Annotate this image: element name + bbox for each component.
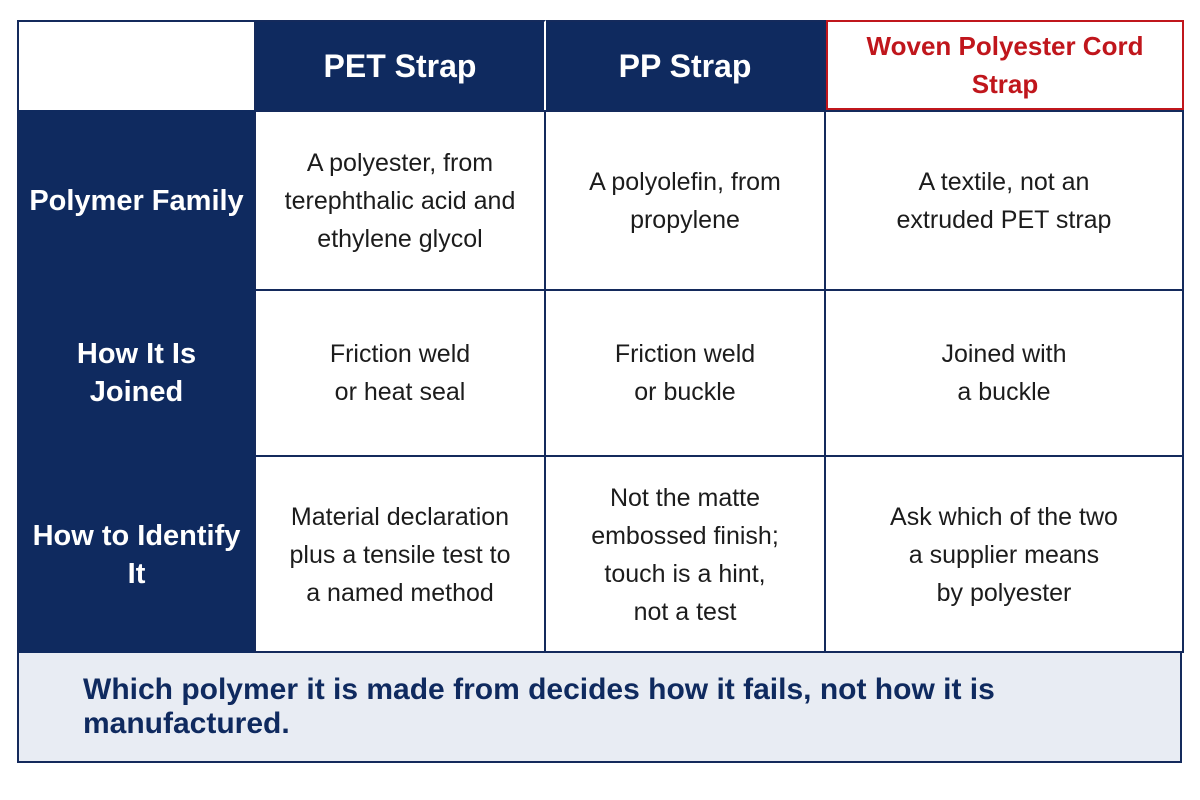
row-header-how-to-identify-it: How to Identify It [19, 455, 256, 653]
table-cell: A polyolefin, from propylene [546, 110, 826, 289]
table-cell: Material declaration plus a tensile test to a named method [256, 455, 546, 653]
table-cell: Friction weld or buckle [546, 289, 826, 455]
table-cell: A polyester, from terephthalic acid and ethylene glycol [256, 110, 546, 289]
row-header-polymer-family: Polymer Family [19, 110, 256, 289]
comparison-sheet [17, 20, 1184, 763]
table-cell: Friction weld or heat seal [256, 289, 546, 455]
table-cell: Not the matte embossed finish; touch is a hint, not a test [546, 455, 826, 653]
column-header-pp-strap: PP Strap [546, 20, 826, 110]
table-cell: Ask which of the two a supplier means by polyester [826, 455, 1184, 653]
row-header-how-it-is-joined: How It Is Joined [19, 289, 256, 455]
footer-note: Which polymer it is made from decides how it fails, not how it is manufactured. [17, 653, 1182, 763]
column-header-woven-polyester-cord-strap: Woven Polyester Cord Strap [826, 20, 1184, 110]
table-cell: Joined with a buckle [826, 289, 1184, 455]
corner-cell [19, 20, 256, 110]
column-header-pet-strap: PET Strap [256, 20, 546, 110]
table-cell: A textile, not an extruded PET strap [826, 110, 1184, 289]
comparison-table [17, 20, 1182, 653]
